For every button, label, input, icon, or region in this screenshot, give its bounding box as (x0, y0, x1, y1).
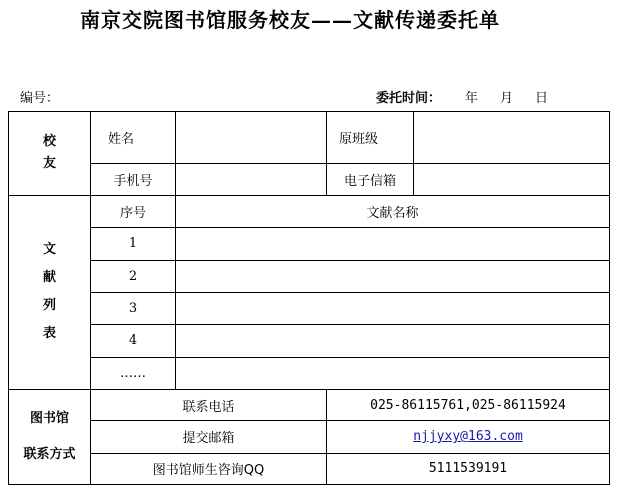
email-field[interactable] (414, 163, 610, 195)
seq-number: 1 (91, 228, 176, 260)
month-label: 月 (500, 91, 514, 106)
phone-field[interactable] (176, 163, 327, 195)
doc-name-field[interactable] (176, 325, 610, 357)
seq-number: …… (91, 357, 176, 389)
seq-number: 2 (91, 260, 176, 292)
library-phone-value: 025-86115761,025-86115924 (327, 389, 610, 420)
qq-label: 图书馆师生咨询QQ (91, 453, 327, 484)
doc-name-field[interactable] (176, 292, 610, 324)
phone-label: 手机号 (91, 163, 176, 195)
doc-name-field[interactable] (176, 260, 610, 292)
request-form-table (8, 111, 610, 485)
doc-name-header: 文献名称 (176, 195, 610, 227)
seq-number: 4 (91, 325, 176, 357)
year-label: 年 (465, 91, 479, 106)
table-row (9, 292, 610, 324)
table-row (9, 325, 610, 357)
number-label: 编号： (20, 91, 60, 106)
seq-header: 序号 (91, 195, 176, 227)
name-field[interactable] (176, 112, 327, 164)
doc-name-field[interactable] (176, 228, 610, 260)
documents-section-label: 文 献 列 表 (9, 195, 91, 389)
name-label: 姓名 (91, 112, 176, 164)
request-time (376, 87, 548, 106)
qq-value: 5111539191 (327, 453, 610, 484)
request-time-label: 委托时间： (376, 91, 442, 106)
day-label: 日 (535, 91, 549, 106)
library-phone-label: 联系电话 (91, 389, 327, 420)
library-contact-label: 图书馆 联系方式 (9, 389, 91, 484)
doc-name-field[interactable] (176, 357, 610, 389)
submit-email-link[interactable]: njjyxy@163.com (413, 429, 523, 445)
class-field[interactable] (414, 112, 610, 164)
seq-number: 3 (91, 292, 176, 324)
table-row (9, 357, 610, 389)
table-row (9, 260, 610, 292)
class-label: 原班级 (327, 112, 414, 164)
email-label: 电子信箱 (327, 163, 414, 195)
alumni-section-label: 校 友 (9, 112, 91, 196)
table-row (9, 228, 610, 260)
form-title: 南京交院图书馆服务校友——文献传递委托单 (80, 8, 500, 32)
submit-email-label: 提交邮箱 (91, 421, 327, 453)
